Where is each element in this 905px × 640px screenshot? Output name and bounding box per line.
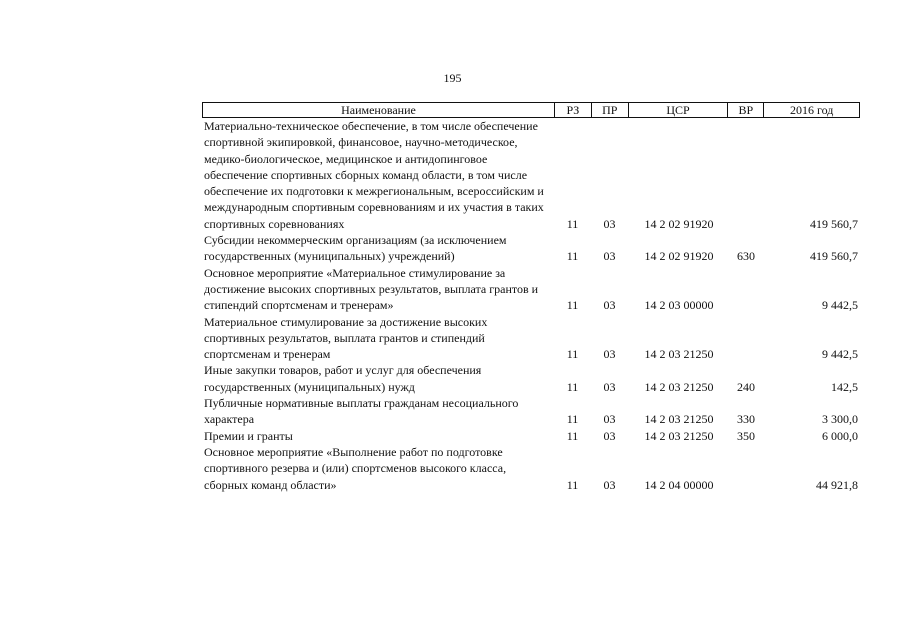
header-pr: ПР <box>591 103 628 117</box>
row-pr: 03 <box>603 428 616 443</box>
row-pr: 03 <box>603 379 616 394</box>
table-row <box>202 265 860 314</box>
row-csr: 14 2 03 00000 <box>644 298 714 313</box>
row-sum: 419 560,7 <box>810 249 858 264</box>
row-sum: 9 442,5 <box>822 347 858 362</box>
table-row <box>202 395 860 428</box>
row-name: Субсидии некоммерческим организациям (за исключением государственных (муниципальных) учреждений) <box>204 233 507 264</box>
page-number: 195 <box>443 71 462 85</box>
row-rz: 11 <box>566 428 579 443</box>
row-name: Премии и гранты <box>204 428 293 443</box>
row-sum: 3 300,0 <box>822 412 858 427</box>
row-name: Материально-техническое обеспечение, в том числе обеспечение спортивной экипировкой, финансовое, научно-методическое, медико-биологическое, медицинское и антидопинговое обеспечение спортивных сборных команд области, в том числе обеспечение их подготовки к межрегиональным, всероссийским и международным спортивным соревнованиям и их участия в таких спортивных соревнованиях <box>204 119 544 231</box>
row-csr: 14 2 02 91920 <box>644 249 714 264</box>
row-pr: 03 <box>603 298 616 313</box>
row-vr: 630 <box>737 249 755 264</box>
row-sum: 44 921,8 <box>816 477 858 492</box>
header-rz: РЗ <box>554 103 591 117</box>
table-row <box>202 444 860 493</box>
table-row <box>202 118 860 232</box>
row-csr: 14 2 03 21250 <box>644 347 714 362</box>
table-header <box>202 102 860 118</box>
row-vr: 240 <box>737 379 755 394</box>
row-csr: 14 2 04 00000 <box>644 477 714 492</box>
row-vr: 350 <box>737 428 755 443</box>
row-csr: 14 2 03 21250 <box>644 428 714 443</box>
row-name: Основное мероприятие «Материальное стимулирование за достижение высоких спортивных результатов, выплата грантов и стипендий спортсменам и тренерам» <box>204 265 539 313</box>
table-row <box>202 362 860 395</box>
table-row <box>202 232 860 265</box>
row-name: Основное мероприятие «Выполнение работ по подготовке спортивного резерва и (или) спортсменов высокого класса, сборных команд области» <box>204 444 507 492</box>
table-row <box>202 314 860 363</box>
header-csr: ЦСР <box>628 103 728 117</box>
header-sum: 2016 год <box>763 103 859 117</box>
row-name: Иные закупки товаров, работ и услуг для обеспечения государственных (муниципальных) нужд <box>204 363 482 394</box>
header-vr: ВР <box>727 103 763 117</box>
row-sum: 6 000,0 <box>822 428 858 443</box>
row-rz: 11 <box>566 347 579 362</box>
row-name: Публичные нормативные выплаты гражданам несоциального характера <box>204 396 519 427</box>
row-rz: 11 <box>566 298 579 313</box>
row-sum: 142,5 <box>831 379 858 394</box>
row-pr: 03 <box>603 249 616 264</box>
row-sum: 419 560,7 <box>810 216 858 231</box>
header-name: Наименование <box>341 103 416 117</box>
row-name: Материальное стимулирование за достижение высоких спортивных результатов, выплата грантов и стипендий спортсменам и тренерам <box>204 314 488 362</box>
row-csr: 14 2 02 91920 <box>644 216 714 231</box>
row-pr: 03 <box>603 216 616 231</box>
row-csr: 14 2 03 21250 <box>644 379 714 394</box>
row-sum: 9 442,5 <box>822 298 858 313</box>
row-rz: 11 <box>566 412 579 427</box>
row-pr: 03 <box>603 347 616 362</box>
row-pr: 03 <box>603 412 616 427</box>
budget-table <box>202 102 860 493</box>
table-row <box>202 428 860 444</box>
row-rz: 11 <box>566 216 579 231</box>
row-rz: 11 <box>566 379 579 394</box>
row-rz: 11 <box>566 477 579 492</box>
row-rz: 11 <box>566 249 579 264</box>
row-pr: 03 <box>603 477 616 492</box>
row-vr: 330 <box>737 412 755 427</box>
row-csr: 14 2 03 21250 <box>644 412 714 427</box>
